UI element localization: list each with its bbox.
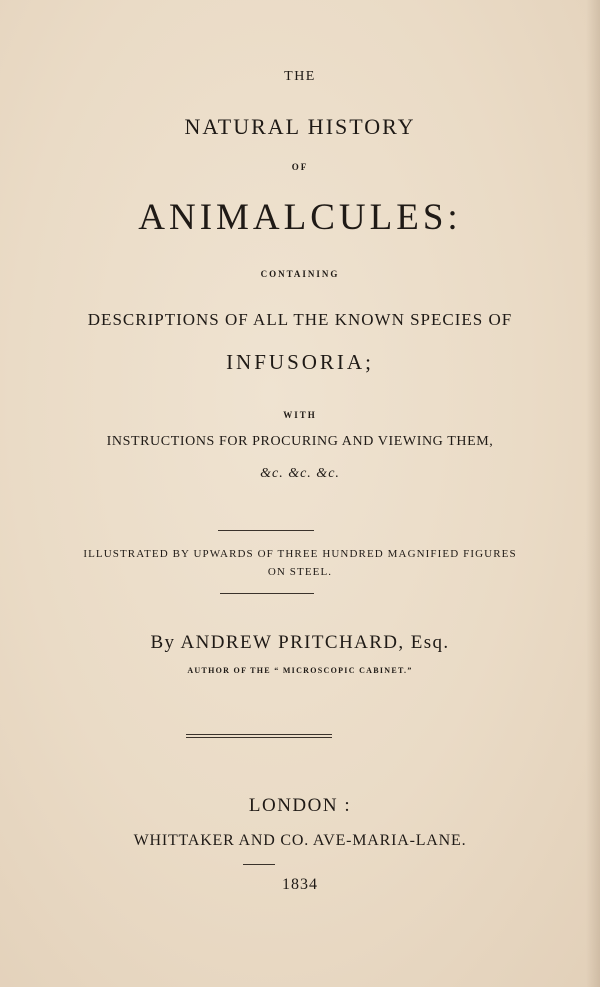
illustration-note-line1: ILLUSTRATED BY UPWARDS OF THREE HUNDRED MAGNIFIED FIGURES (83, 548, 517, 560)
title-the: THE (284, 69, 316, 84)
subtitle-with: WITH (283, 410, 317, 420)
author-credit: AUTHOR OF THE “ MICROSCOPIC CABINET.” (187, 666, 413, 675)
main-title-animalcules: ANIMALCULES: (138, 197, 462, 238)
subtitle-descriptions: DESCRIPTIONS OF ALL THE KNOWN SPECIES OF (87, 310, 513, 329)
imprint-year: 1834 (282, 876, 318, 893)
divider-rule-3 (243, 864, 275, 865)
author-by: By (150, 632, 176, 653)
subtitle-containing: CONTAINING (260, 269, 340, 279)
subtitle-etc: &c. &c. &c. (260, 466, 340, 481)
imprint-publisher: WHITTAKER AND CO. AVE-MARIA-LANE. (133, 832, 467, 849)
divider-rule-double (186, 734, 332, 738)
author-line (0, 633, 600, 652)
author-esq: Esq. (410, 632, 450, 653)
imprint-city: LONDON : (248, 795, 352, 816)
title-natural-history: NATURAL HISTORY (184, 114, 416, 139)
subtitle-instructions: INSTRUCTIONS FOR PROCURING AND VIEWING THEM, (106, 434, 494, 449)
divider-rule-2 (220, 593, 314, 594)
title-of: OF (291, 162, 309, 172)
subtitle-infusoria: INFUSORIA; (226, 350, 374, 374)
divider-rule-1 (218, 530, 314, 531)
author-name: ANDREW PRITCHARD, (180, 632, 405, 653)
illustration-note-line2: ON STEEL. (267, 566, 333, 578)
